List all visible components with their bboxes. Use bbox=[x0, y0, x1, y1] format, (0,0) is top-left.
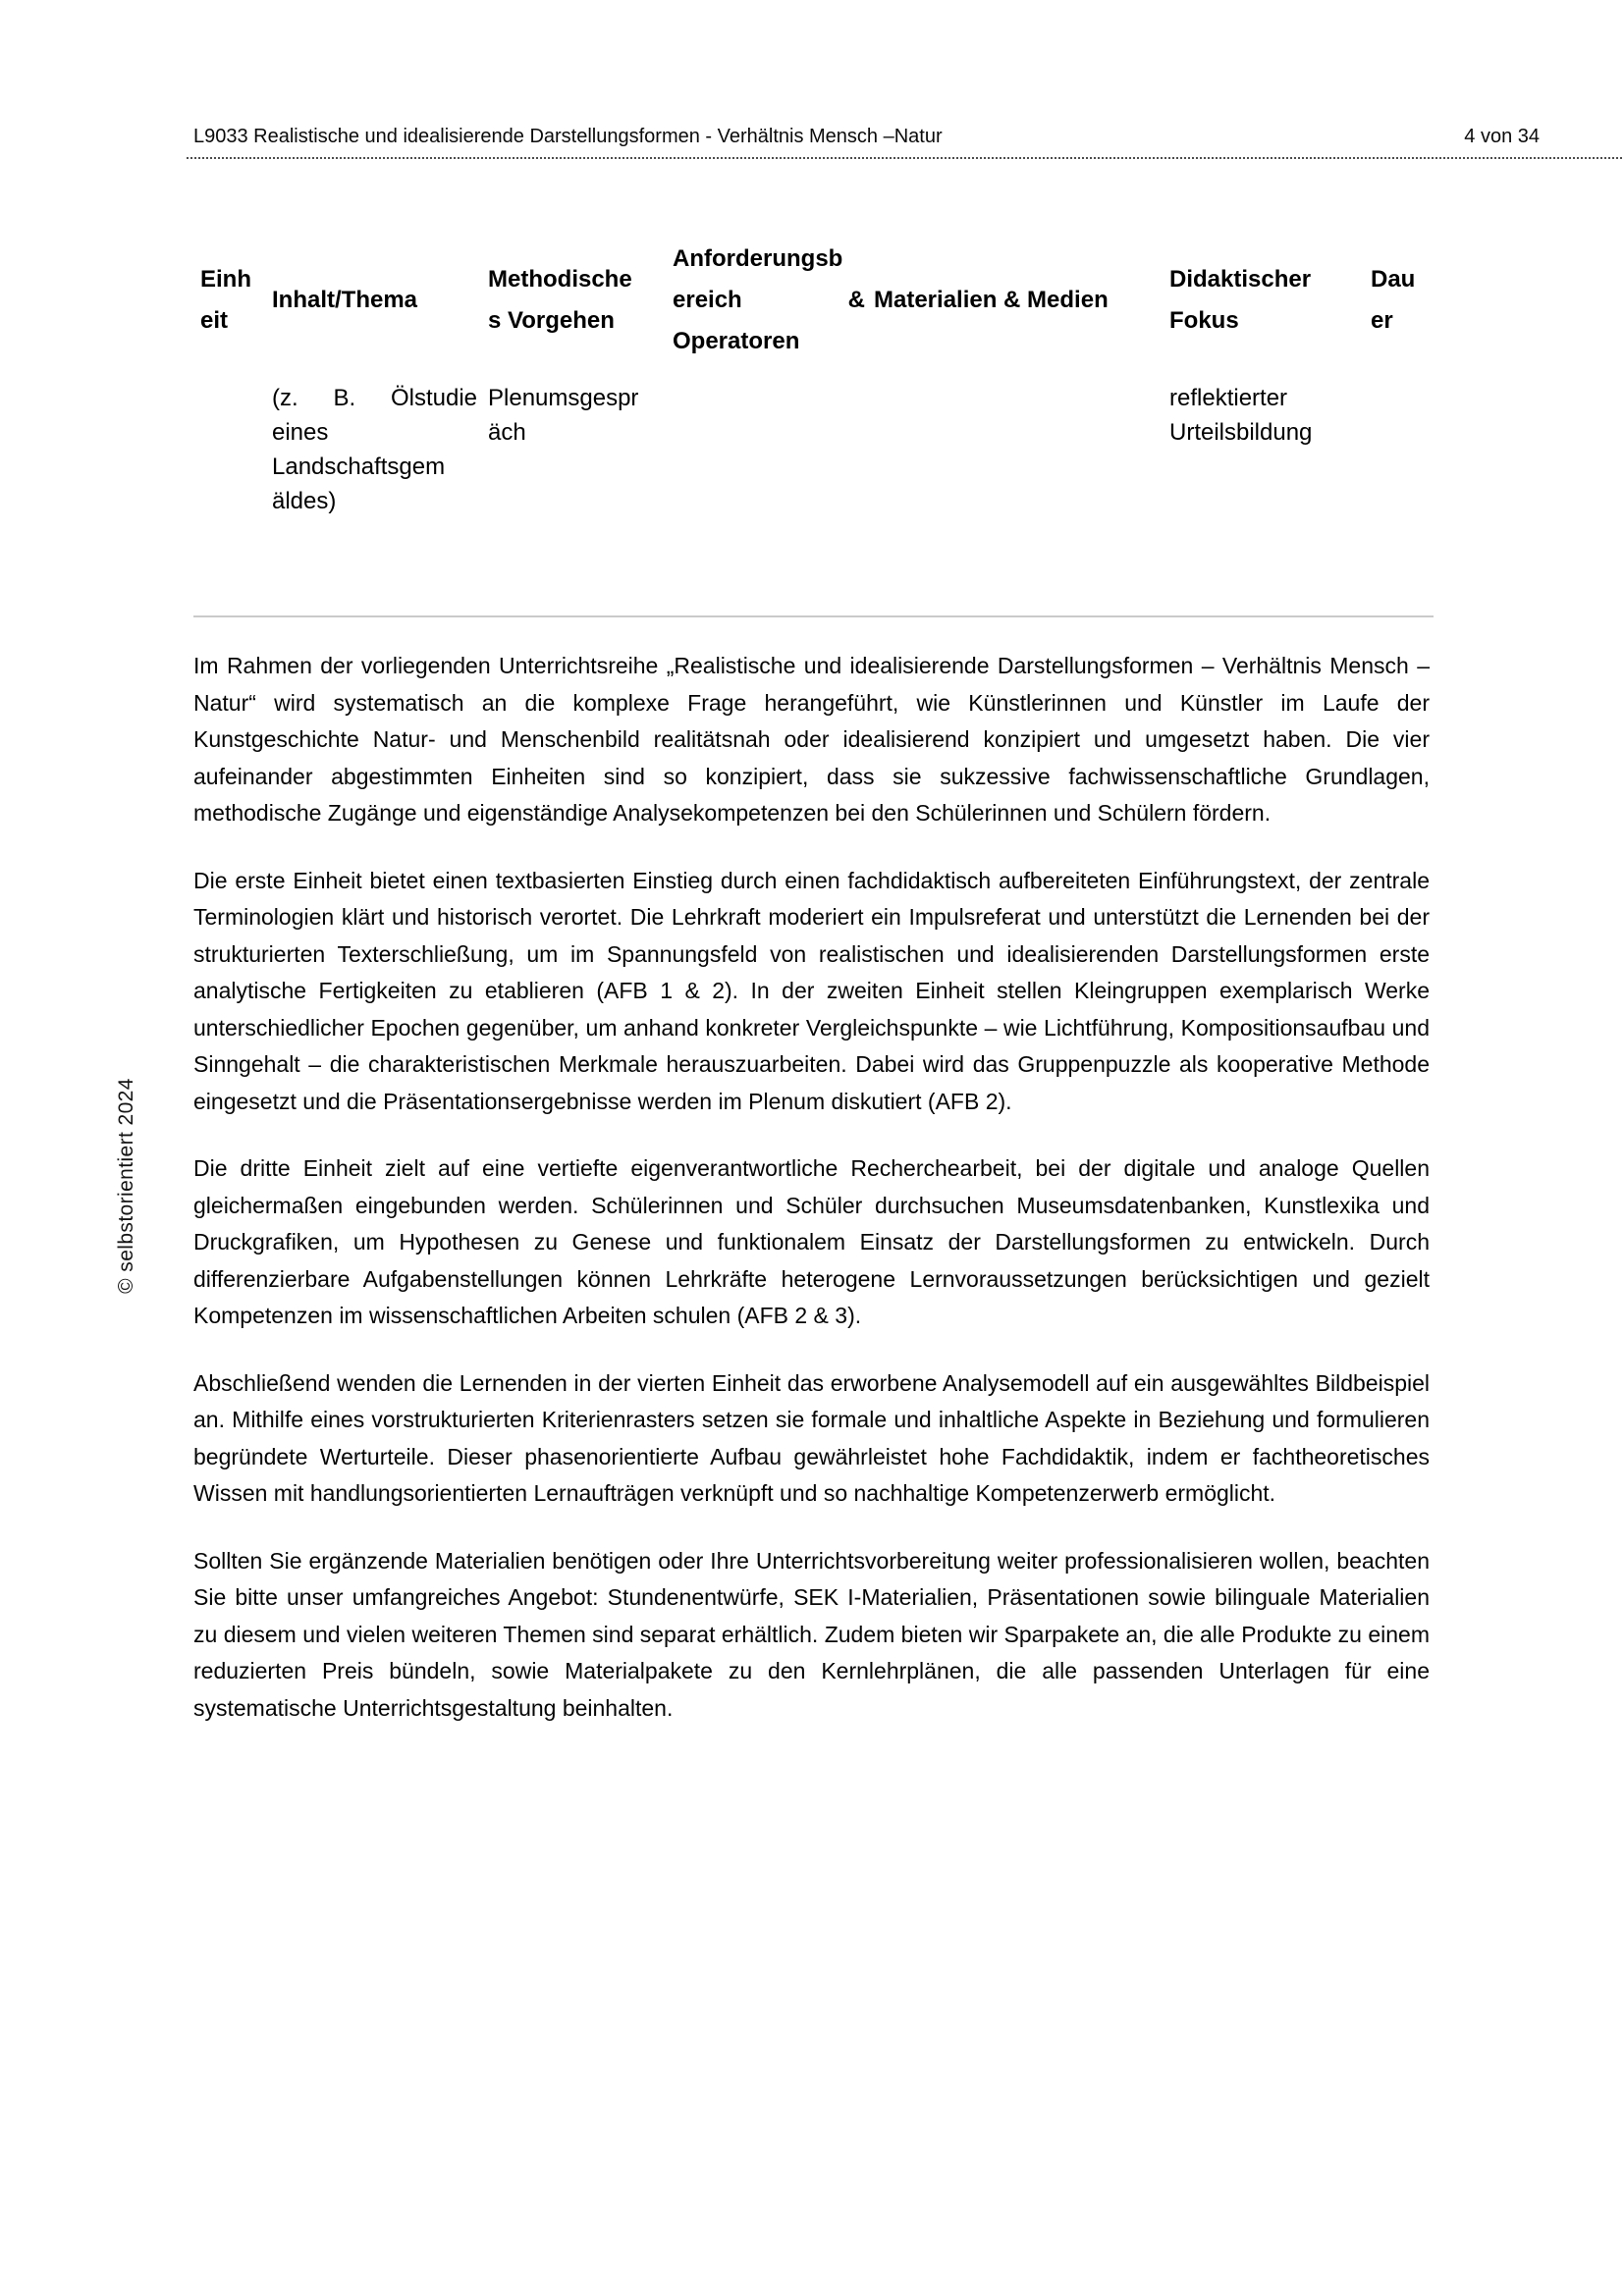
section-divider bbox=[193, 615, 1434, 617]
column-header-line: Dau bbox=[1371, 266, 1416, 293]
column-header-line: Einh bbox=[200, 266, 251, 293]
cell-word: B. bbox=[333, 385, 356, 411]
copyright-sidebar-text: © selbstorientiert 2024 bbox=[115, 1078, 137, 1294]
column-header-line: eit bbox=[200, 307, 229, 334]
table-row-cell-fokus bbox=[1169, 381, 1338, 450]
cell-line: eines bbox=[272, 419, 329, 446]
cell-line: reflektierter bbox=[1169, 385, 1288, 411]
column-header-einheit bbox=[200, 245, 257, 355]
cell-line: Landschaftsgem bbox=[272, 454, 446, 480]
column-header-methodisches-vorgehen bbox=[488, 245, 653, 355]
column-header-line: Inhalt/Thema bbox=[272, 287, 418, 313]
paragraph-unterrichtsreihe: Im Rahmen der vorliegenden Unterrichtsreihe „Realistische und idealisierende Darstellungsformen – Verhältnis Mensch – Natur“ wird systematisch an die komplexe Frage herangeführt, wie Künstlerinnen und Künstler im Laufe der Kunstgeschichte Natur- und Menschenbild realitätsnah oder idealisierend konzipiert und umgesetzt haben. Die vier aufeinander abgestimmten Einheiten sind so konzipiert, dass sie sukzessive fachwissenschaftliche Grundlagen, methodische Zugänge und eigenständige Analysekompetenzen bei den Schülerinnen und Schülern fördern. bbox=[193, 653, 1430, 826]
cell-line: äldes) bbox=[272, 488, 337, 514]
column-header-line: Anforderungsb bbox=[673, 245, 843, 272]
column-header-dauer bbox=[1371, 245, 1425, 355]
column-header-anforderungsbereich-operatoren bbox=[673, 245, 865, 355]
column-header-word: ereich bbox=[673, 287, 742, 313]
column-header-line: Didaktischer bbox=[1169, 266, 1312, 293]
column-header-line: er bbox=[1371, 307, 1393, 334]
cell-line: äch bbox=[488, 419, 526, 446]
page-header bbox=[193, 125, 1540, 148]
table-row-cell-methodik bbox=[488, 381, 653, 450]
column-header-materialien-medien bbox=[874, 245, 1135, 355]
page-number: 4 von 34 bbox=[1464, 126, 1540, 147]
paragraph-vierte-einheit: Abschließend wenden die Lernenden in der vierten Einheit das erworbene Analysemodell auf ein ausgewähltes Bildbeispiel an. Mithilfe eines vorstrukturierten Kriterienrasters setzen sie formale und inhaltliche Aspekte in Beziehung und formulieren begründete Werturteile. Dieser phasenorientierte Aufbau gewährleistet hohe Fachdidaktik, indem er fachtheoretisches Wissen mit handlungsorientierten Lernaufträgen verknüpft und so nachhaltige Kompetenzerwerb ermöglicht. bbox=[193, 1369, 1430, 1506]
document-title: L9033 Realistische und idealisierende Darstellungsformen - Verhältnis Mensch –Natur bbox=[193, 126, 943, 147]
column-header-line bbox=[673, 280, 865, 321]
cell-line: Plenumsgespr bbox=[488, 385, 639, 411]
ampersand: & bbox=[847, 287, 865, 313]
cell-line bbox=[272, 381, 477, 415]
header-rule bbox=[187, 157, 1622, 159]
paragraph-angebot: Sollten Sie ergänzende Materialien benötigen oder Ihre Unterrichtsvorbereitung weiter professionalisieren wollen, beachten Sie bitte unser umfangreiches Angebot: Stundenentwürfe, SEK I-Materialien, Präsentationen sowie bilinguale Materialien zu diesem und vielen weiteren Themen sind separat erhältlich. Zudem bieten wir Sparpakete an, die alle Produkte zu einem reduzierten Preis bündeln, sowie Materialpakete zu den Kernlehrplänen, die alle passenden Unterlagen für eine systematische Unterrichtsgestaltung beinhalten. bbox=[193, 1547, 1430, 1721]
body-text bbox=[193, 648, 1430, 1757]
cell-word: Ölstudie bbox=[390, 385, 477, 411]
table-row-cell-inhalt bbox=[272, 381, 477, 518]
cell-line: Urteilsbildung bbox=[1169, 419, 1313, 446]
column-header-line: s Vorgehen bbox=[488, 307, 615, 334]
column-header-line: Operatoren bbox=[673, 328, 800, 354]
paragraph-dritte-einheit: Die dritte Einheit zielt auf eine vertiefte eigenverantwortliche Recherchearbeit, bei der digitale und analoge Quellen gleichermaßen eingebunden werden. Schülerinnen und Schüler durchsuchen Museumsdatenbanken, Kunstlexika und Druckgrafiken, um Hypothesen zu Genese und funktionalem Einsatz der Darstellungsformen zu entwickeln. Durch differenzierbare Aufgabenstellungen können Lehrkräfte heterogene Lernvoraussetzungen berücksichtigen und gezielt Kompetenzen im wissenschaftlichen Arbeiten schulen (AFB 2 & 3). bbox=[193, 1155, 1430, 1328]
column-header-line: Methodische bbox=[488, 266, 632, 293]
column-header-line: Fokus bbox=[1169, 307, 1239, 334]
column-header-didaktischer-fokus bbox=[1169, 245, 1338, 355]
cell-word: (z. bbox=[272, 385, 298, 411]
column-header-inhalt-thema bbox=[272, 245, 477, 355]
column-header-line: Materialien & Medien bbox=[874, 287, 1109, 313]
paragraph-erste-zweite-einheit: Die erste Einheit bietet einen textbasierten Einstieg durch einen fachdidaktisch aufbereiteten Einführungstext, der zentrale Terminologien klärt und historisch verortet. Die Lehrkraft moderiert ein Impulsreferat und unterstützt die Lernenden bei der strukturierten Texterschließung, um im Spannungsfeld von realistischen und idealisierenden Darstellungsformen erste analytische Fertigkeiten zu etablieren (AFB 1 & 2). In der zweiten Einheit stellen Kleingruppen exemplarisch Werke unterschiedlicher Epochen gegenüber, um anhand konkreter Vergleichspunkte – wie Lichtführung, Kompositionsaufbau und Sinngehalt – die charakteristischen Merkmale herauszuarbeiten. Dabei wird das Gruppenpuzzle als kooperative Methode eingesetzt und die Präsentationsergebnisse werden im Plenum diskutiert (AFB 2). bbox=[193, 867, 1430, 1114]
